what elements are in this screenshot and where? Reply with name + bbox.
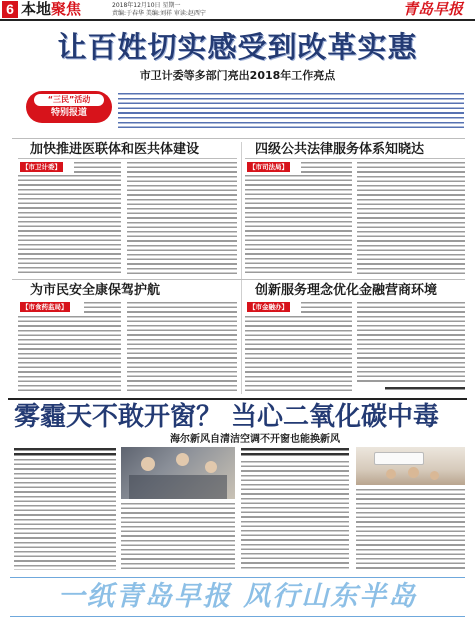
lead-headline: 让百姓切实感受到改革实惠	[57, 30, 418, 64]
article-source-badge: 【市金融办】	[249, 303, 288, 311]
divider	[12, 279, 465, 280]
article-body-text	[74, 162, 121, 174]
article-title: 加快推进医联体和医共体建设	[30, 142, 200, 157]
article-body-text	[127, 162, 237, 275]
article-body-text	[357, 302, 465, 382]
divider	[18, 158, 237, 159]
column-divider	[241, 142, 242, 394]
article-body-text	[357, 162, 465, 275]
feature-subsection-heading	[241, 448, 349, 457]
air-conditioner-icon	[374, 452, 424, 465]
article-title: 创新服务理念优化金融营商环境	[255, 283, 438, 298]
feature-body-text	[14, 459, 116, 570]
article-source-badge: 【市司法局】	[249, 163, 288, 171]
article-body-text	[301, 302, 352, 313]
feature-lead-bold-text	[14, 448, 116, 456]
article-byline	[385, 387, 465, 392]
lead-subheadline: 市卫计委等多部门亮出2018年工作亮点	[139, 69, 336, 82]
feature-photo	[121, 447, 235, 499]
badge-report-label: 特别报道	[50, 108, 87, 118]
divider	[12, 138, 465, 139]
feature-subheadline: 海尔新风自清洁空调不开窗也能换新风	[170, 434, 340, 445]
editor-credits: 责编:于春华 美编:刘祥 审读:赵西宁	[112, 10, 206, 17]
article-body-text	[18, 316, 121, 394]
badge-campaign-label: “三民”活动	[34, 94, 104, 106]
page-number: 6	[2, 1, 18, 18]
divider	[245, 158, 465, 159]
section-separator	[8, 398, 467, 400]
header-rule	[0, 19, 475, 21]
article-body-text	[301, 162, 352, 174]
feature-body-text	[356, 489, 465, 570]
section-title	[21, 1, 81, 18]
feature-headline: 雾霾天不敢开窗？ 当心二氧化碳中毒	[14, 402, 440, 432]
section-title-a: 本地	[21, 0, 52, 18]
special-report-badge	[26, 91, 112, 123]
feature-photo	[356, 447, 465, 485]
article-source-badge: 【市卫计委】	[22, 163, 61, 171]
article-body-text	[84, 302, 121, 313]
article-body-text	[245, 175, 352, 275]
feature-body-text	[121, 503, 235, 570]
article-body-text	[245, 316, 352, 394]
article-body-text	[18, 175, 121, 275]
slogan-banner	[0, 576, 475, 618]
issue-date: 2018年12月10日 星期一	[112, 2, 181, 9]
lead-intro-text	[118, 93, 464, 131]
article-title: 四级公共法律服务体系知晓达	[255, 142, 425, 157]
newspaper-logo: 青岛早报	[402, 0, 463, 18]
article-source-badge: 【市食药监局】	[22, 303, 68, 311]
section-title-b: 聚焦	[51, 0, 82, 18]
article-body-text	[127, 302, 237, 394]
article-title: 为市民安全康保驾护航	[30, 283, 161, 298]
banner-slogan: 一纸青岛早报 风行山东半岛	[57, 581, 418, 612]
feature-body-text	[241, 461, 349, 570]
